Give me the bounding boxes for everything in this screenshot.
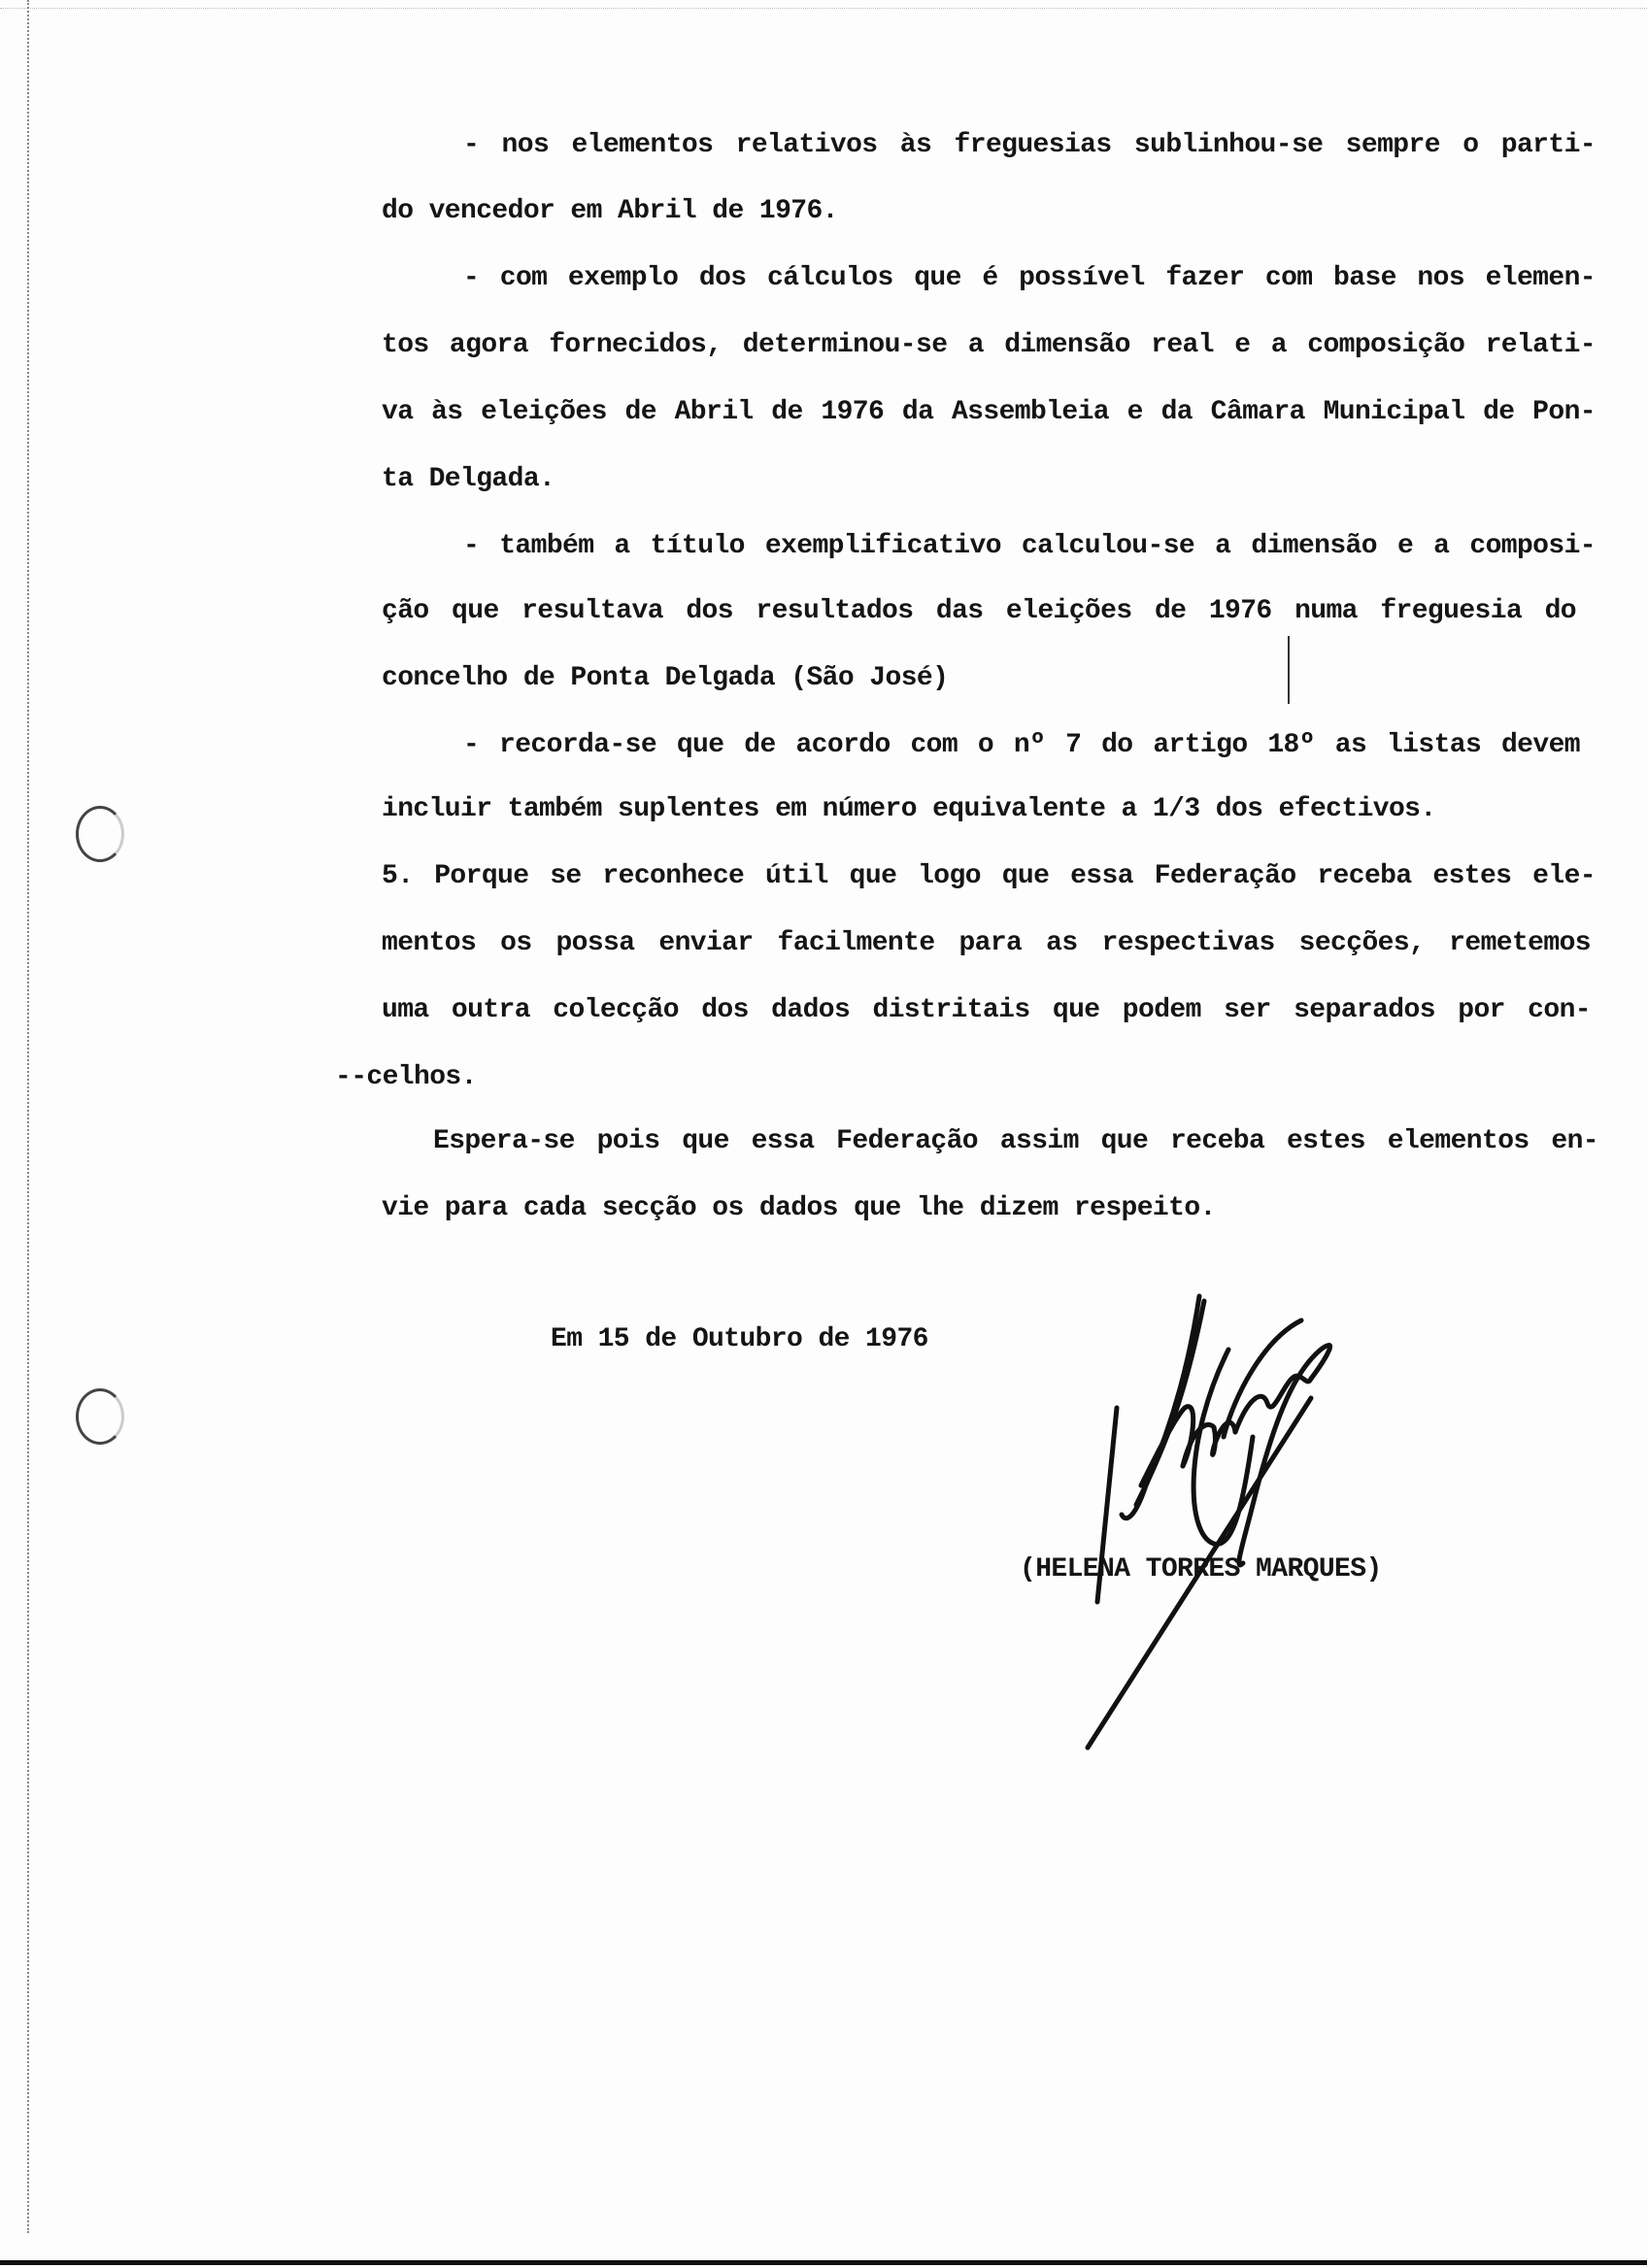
text-line: --celhos. xyxy=(335,1062,477,1092)
handwritten-signature xyxy=(1068,1282,1398,1767)
top-edge xyxy=(0,8,1647,9)
text-line: 5. Porque se reconhece útil que logo que essa Federação receba estes ele- xyxy=(382,861,1596,891)
text-line: vie para cada secção os dados que lhe dizem respeito. xyxy=(382,1193,1216,1223)
text-line: Espera-se pois que essa Federação assim que receba estes elementos en- xyxy=(433,1126,1598,1156)
punch-hole xyxy=(76,1388,124,1445)
text-line: uma outra colecção dos dados distritais que podem ser separados por con- xyxy=(382,995,1591,1025)
text-line: - nos elementos relativos às freguesias sublinhou-se sempre o parti- xyxy=(463,130,1596,160)
signatory-name: (HELENA TORRES MARQUES) xyxy=(1020,1554,1382,1584)
text-line: va às eleições de Abril de 1976 da Assembleia e da Câmara Municipal de Pon- xyxy=(382,397,1596,427)
page-left-edge xyxy=(27,0,29,2233)
date-line: Em 15 de Outubro de 1976 xyxy=(551,1324,928,1354)
bottom-border xyxy=(0,2260,1647,2265)
text-line: tos agora fornecidos, determinou-se a dimensão real e a composição relati- xyxy=(382,330,1596,360)
text-line: concelho de Ponta Delgada (São José) xyxy=(382,663,949,693)
text-line: - recorda-se que de acordo com o nº 7 do artigo 18º as listas devem xyxy=(463,730,1580,760)
punch-hole xyxy=(76,806,124,862)
text-line: ção que resultava dos resultados das eleições de 1976 numa freguesia do xyxy=(382,596,1576,626)
text-line: - com exemplo dos cálculos que é possível fazer com base nos elemen- xyxy=(463,263,1596,293)
text-line: ta Delgada. xyxy=(382,464,555,494)
text-line: do vencedor em Abril de 1976. xyxy=(382,196,838,226)
text-line: mentos os possa enviar facilmente para as respectivas secções, remetemos xyxy=(382,928,1591,958)
text-line: - também a título exemplificativo calculou-se a dimensão e a composi- xyxy=(463,531,1596,561)
margin-mark xyxy=(1288,636,1290,704)
text-line: incluir também suplentes em número equivalente a 1/3 dos efectivos. xyxy=(382,794,1436,824)
